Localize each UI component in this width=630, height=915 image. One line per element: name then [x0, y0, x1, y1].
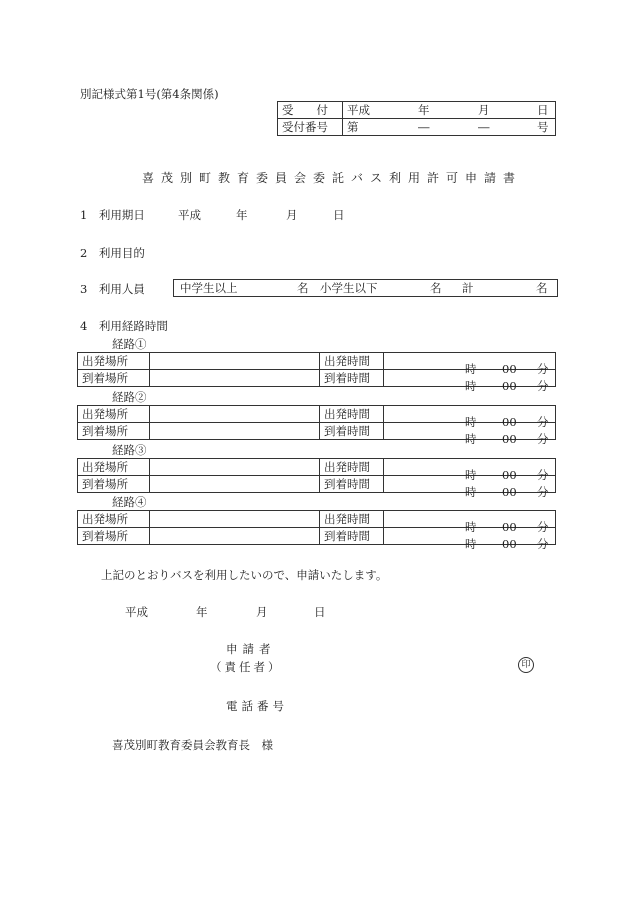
route1-arrive-minute-unit: 分 — [537, 379, 549, 393]
route2-depart-time-input[interactable] — [384, 406, 556, 429]
route2-table — [77, 405, 556, 446]
route3-depart-minute: 00 — [502, 468, 517, 482]
route1-arrive-place-label: 到着場所 — [78, 370, 150, 387]
route4-depart-place-input[interactable] — [150, 511, 320, 528]
elementary-unit: 名 — [430, 281, 442, 295]
section1-year: 年 — [236, 208, 248, 222]
section1-day: 日 — [333, 208, 345, 222]
reception-number-dash2: ― — [478, 120, 490, 134]
route1-arrive-time-label: 到着時間 — [320, 370, 384, 387]
route1-depart-minute: 00 — [502, 362, 517, 376]
route2-arrive-minute-unit: 分 — [537, 432, 549, 446]
route1-depart-time-label: 出発時間 — [320, 353, 384, 370]
route4-depart-time-label: 出発時間 — [320, 511, 384, 528]
route3-arrive-minute-unit: 分 — [537, 485, 549, 499]
route3-arrive-place-label: 到着場所 — [78, 476, 150, 493]
reception-day: 日 — [537, 103, 549, 117]
route4-arrive-hour: 時 — [465, 537, 477, 551]
route4-depart-place-label: 出発場所 — [78, 511, 150, 528]
route1-arrive-minute: 00 — [502, 379, 517, 393]
section4-label: 4 利用経路時間 — [80, 319, 168, 333]
reception-number-suffix: 号 — [537, 120, 549, 134]
route1-arrive-hour: 時 — [465, 379, 477, 393]
route4-table — [77, 510, 556, 551]
junior-unit: 名 — [297, 281, 309, 295]
route1-depart-minute-unit: 分 — [537, 362, 549, 376]
reception-month: 月 — [478, 103, 490, 117]
route4-depart-minute-unit: 分 — [537, 520, 549, 534]
reception-table — [277, 101, 556, 136]
route2-depart-time-label: 出発時間 — [320, 406, 384, 423]
route4-arrive-place-label: 到着場所 — [78, 528, 150, 545]
application-era: 平成 — [125, 605, 148, 619]
section3-label: 3 利用人員 — [80, 282, 145, 296]
elementary-label: 小学生以下 — [320, 281, 378, 295]
reception-era: 平成 — [347, 103, 370, 117]
route3-depart-place-label: 出発場所 — [78, 459, 150, 476]
route3-arrive-hour: 時 — [465, 485, 477, 499]
route1-arrive-time-input[interactable] — [384, 370, 556, 393]
application-day: 日 — [314, 605, 326, 619]
total-label: 計 — [462, 281, 474, 295]
route2-depart-hour: 時 — [465, 415, 477, 429]
route2-arrive-time-label: 到着時間 — [320, 423, 384, 440]
route2-arrive-time-input[interactable] — [384, 423, 556, 446]
route2-depart-place-label: 出発場所 — [78, 406, 150, 423]
route1-depart-time-input[interactable] — [384, 353, 556, 376]
route4-arrive-minute: 00 — [502, 537, 517, 551]
application-year: 年 — [196, 605, 208, 619]
route2-arrive-minute: 00 — [502, 432, 517, 446]
route1-depart-place-label: 出発場所 — [78, 353, 150, 370]
applicant-label: 申請者 — [226, 642, 276, 656]
route4-arrive-minute-unit: 分 — [537, 537, 549, 551]
section1-label: 1 利用期日 — [80, 208, 145, 222]
route3-depart-minute-unit: 分 — [537, 468, 549, 482]
reception-year: 年 — [418, 103, 430, 117]
route4-arrive-time-label: 到着時間 — [320, 528, 384, 545]
route4-title: 経路④ — [112, 495, 147, 509]
route2-depart-minute-unit: 分 — [537, 415, 549, 429]
reception-number-label: 受付番号 — [278, 119, 343, 136]
reception-number-prefix: 第 — [347, 120, 359, 134]
route2-arrive-place-input[interactable] — [150, 423, 320, 440]
route2-title: 経路② — [112, 390, 147, 404]
section2-label: 2 利用目的 — [80, 246, 145, 260]
route4-depart-hour: 時 — [465, 520, 477, 534]
route1-depart-place-input[interactable] — [150, 353, 320, 370]
addressee: 喜茂別町教育委員会教育長 様 — [112, 738, 273, 752]
route3-arrive-minute: 00 — [502, 485, 517, 499]
section1-era: 平成 — [178, 208, 201, 222]
route4-arrive-place-input[interactable] — [150, 528, 320, 545]
route2-depart-place-input[interactable] — [150, 406, 320, 423]
route3-depart-hour: 時 — [465, 468, 477, 482]
route3-arrive-place-input[interactable] — [150, 476, 320, 493]
reception-label: 受 付 — [278, 102, 343, 119]
route3-arrive-time-label: 到着時間 — [320, 476, 384, 493]
route3-table — [77, 458, 556, 499]
route4-depart-minute: 00 — [502, 520, 517, 534]
responsible-label: （責任者） — [210, 660, 283, 674]
total-unit: 名 — [536, 281, 548, 295]
route3-title: 経路③ — [112, 443, 147, 457]
route3-depart-time-label: 出発時間 — [320, 459, 384, 476]
junior-label: 中学生以上 — [180, 281, 238, 295]
route3-depart-place-input[interactable] — [150, 459, 320, 476]
section1-month: 月 — [286, 208, 298, 222]
route1-title: 経路① — [112, 337, 147, 351]
reception-date-cell[interactable] — [343, 102, 556, 119]
application-month: 月 — [256, 605, 268, 619]
application-statement: 上記のとおりバスを利用したいので、申請いたします。 — [101, 568, 388, 582]
reception-number-dash1: ― — [418, 120, 430, 134]
reception-number-cell[interactable] — [343, 119, 556, 136]
route2-depart-minute: 00 — [502, 415, 517, 429]
form-number: 別記様式第1号(第4条関係) — [80, 87, 219, 101]
route3-arrive-time-input[interactable] — [384, 476, 556, 499]
route3-depart-time-input[interactable] — [384, 459, 556, 482]
route1-table — [77, 352, 556, 393]
seal-icon: 印 — [518, 657, 534, 673]
people-box[interactable] — [173, 279, 558, 297]
route2-arrive-place-label: 到着場所 — [78, 423, 150, 440]
route1-arrive-place-input[interactable] — [150, 370, 320, 387]
document-title: 喜茂別町教育委員会委託バス利用許可申請書 — [142, 171, 523, 185]
phone-label: 電話番号 — [226, 699, 288, 713]
route2-arrive-hour: 時 — [465, 432, 477, 446]
route1-depart-hour: 時 — [465, 362, 477, 376]
route4-arrive-time-input[interactable] — [384, 528, 556, 551]
route4-depart-time-input[interactable] — [384, 511, 556, 534]
